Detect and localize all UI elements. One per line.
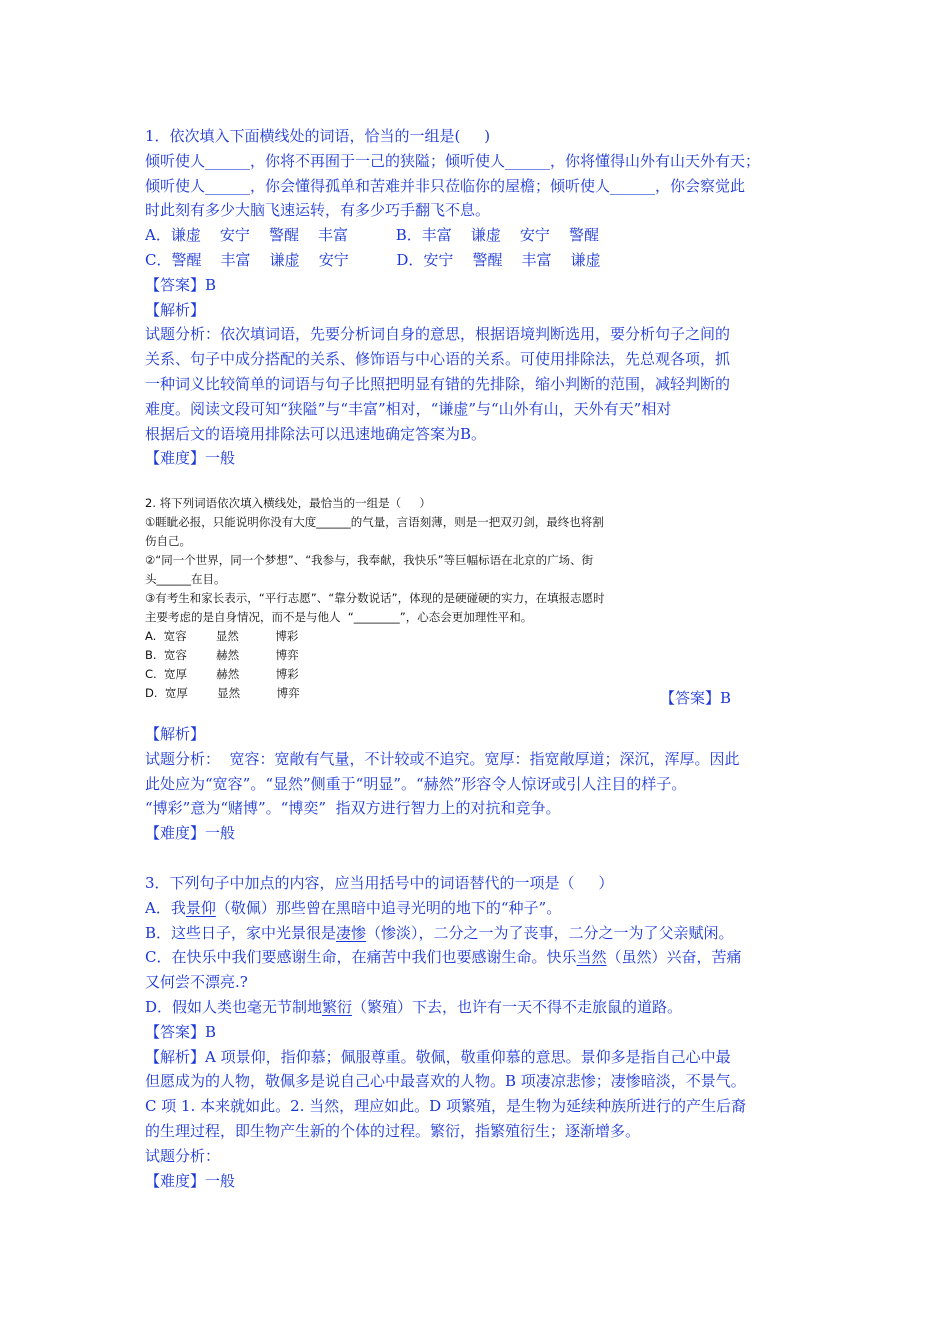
q1-analysis-line: 关系、句子中成分搭配的关系、修饰语与中心语的关系。可使用排除法，先总观各项，抓: [145, 350, 731, 369]
q1-option-line: A．谦虚 安宁 警醒 丰富 B．丰富 谦虚 安宁 警醒: [145, 226, 599, 245]
dotted-word: 当然: [576, 948, 607, 967]
q2-analysis-line: 试题分析： 宽容：宽敞有气量，不计较或不追究。宽厚：指宽敞厚道；深沉，浑厚。因此: [145, 749, 740, 768]
q3-analysis-line: C 项 1. 本来就如此。2. 当然，理应如此。D 项繁殖，是生物为延续种族所进行的产生后裔: [145, 1097, 746, 1116]
q3-title: 3．下列句子中加点的内容，应当用括号中的词语替代的一项是（ ）: [145, 874, 614, 892]
q2-line: 主要考虑的是自身情况，而不是与他人 “________”，心态会更加理性平和。: [145, 610, 533, 624]
q2-line: ②“同一个世界，同一个梦想”、“我参与，我奉献，我快乐”等巨幅标语在北京的广场、街: [145, 553, 594, 567]
question-2-analysis: [145, 722, 825, 846]
q3-option-a: A．我景仰（敬佩）那些曾在黑暗中追寻光明的地下的“种子”。: [145, 898, 562, 917]
q1-line: 1．依次填入下面横线处的词语，恰当的一组是( ): [145, 127, 491, 145]
q2-line: ③有考生和家长表示，“平行志愿”、“靠分数说话”，体现的是硬碰硬的实力，在填报志愿时: [145, 591, 605, 605]
q1-analysis-line: 难度。阅读文段可知“狭隘”与“丰富”相对，“谦虚”与“山外有山，天外有天”相对: [145, 399, 672, 418]
question-3: [145, 871, 825, 1193]
q1-line: 时此刻有多少大脑飞速运转，有多少巧手翻飞不息。: [145, 201, 491, 220]
q2-option: A. 宽容 显然 博彩: [145, 629, 299, 643]
q3-analysis-label: 试题分析：: [145, 1146, 221, 1165]
q2-line: 2. 将下列词语依次填入横线处，最恰当的一组是（ ）: [145, 496, 431, 510]
q2-analysis-line: 此处应为“宽容”。“显然”侧重于“明显”。“赫然”形容令人惊讶或引人注目的样子。: [145, 774, 687, 793]
q1-answer: 【答案】B: [145, 275, 217, 294]
q3-answer: 【答案】B: [145, 1022, 217, 1041]
question-2-scan: [145, 494, 665, 703]
q1-line: 倾听使人______，你会懂得孤单和苦难并非只莅临你的屋檐；倾听使人______，你会察觉此: [145, 176, 746, 195]
q3-option-b: B．这些日子，家中光景很是凄惨（惨淡），二分之一为了丧事，二分之一为了父亲赋闲。: [145, 923, 734, 942]
q2-option: B. 宽容 赫然 博弈: [145, 648, 299, 662]
dotted-word: 景仰: [185, 898, 216, 917]
q3-analysis-line: 【解析】A 项景仰，指仰慕；佩服尊重。敬佩，敬重仰慕的意思。景仰多是指自己心中最: [145, 1047, 731, 1066]
q2-analysis-heading: 【解析】: [145, 725, 206, 743]
q1-analysis-heading: 【解析】: [145, 300, 206, 319]
q2-difficulty: 【难度】一般: [145, 824, 236, 843]
q1-difficulty: 【难度】一般: [145, 449, 236, 468]
q3-option-c: C．在快乐中我们要感谢生命，在痛苦中我们也要感谢生命。快乐当然（虽然）兴奋，苦痛: [145, 948, 742, 967]
dotted-word: 凄惨: [336, 923, 367, 942]
q2-line: 伤自己。: [145, 534, 191, 548]
question-1: [145, 124, 825, 471]
q3-difficulty: 【难度】一般: [145, 1171, 236, 1190]
q2-line: ①睚眦必报，只能说明你没有大度______的气量，言语刻薄，则是一把双刃剑，最终也将割: [145, 515, 604, 529]
q3-analysis-line: 但愿成为的人物，敬佩多是说自己心中最喜欢的人物。B 项凄凉悲惨；凄惨暗淡，不景气。: [145, 1072, 746, 1091]
q3-option-d: D．假如人类也毫无节制地繁衍（繁殖）下去，也许有一天不得不走旅鼠的道路。: [145, 997, 683, 1016]
q1-analysis-line: 根据后文的语境用排除法可以迅速地确定答案为B。: [145, 424, 487, 443]
q3-analysis-line: 的生理过程，即生物产生新的个体的过程。繁衍，指繁殖衍生；逐渐增多。: [145, 1121, 641, 1140]
q2-option: C. 宽厚 赫然 博彩: [145, 667, 299, 681]
q2-line: 头______在目。: [145, 572, 226, 586]
q2-analysis-line: “博彩”意为“赌博”。“博奕” 指双方进行智力上的对抗和竞争。: [145, 799, 561, 818]
q1-analysis-line: 一种词义比较简单的词语与句子比照把明显有错的先排除，缩小判断的范围，减轻判断的: [145, 374, 731, 393]
q3-option-c-cont: 又何尝不漂亮.?: [145, 973, 248, 992]
q1-option-line: C．警醒 丰富 谦虚 安宁 D．安宁 警醒 丰富 谦虚: [145, 250, 601, 269]
q1-line: 倾听使人______，你将不再囿于一己的狭隘；倾听使人______，你将懂得山外有山天外有天；: [145, 151, 761, 170]
q2-option: D. 宽厚 显然 博弈: [145, 686, 300, 700]
q1-analysis-line: 试题分析：依次填词语，先要分析词自身的意思，根据语境判断选用，要分析句子之间的: [145, 325, 731, 344]
dotted-word: 繁衍: [322, 997, 353, 1016]
q2-answer: 【答案】B: [660, 689, 732, 707]
